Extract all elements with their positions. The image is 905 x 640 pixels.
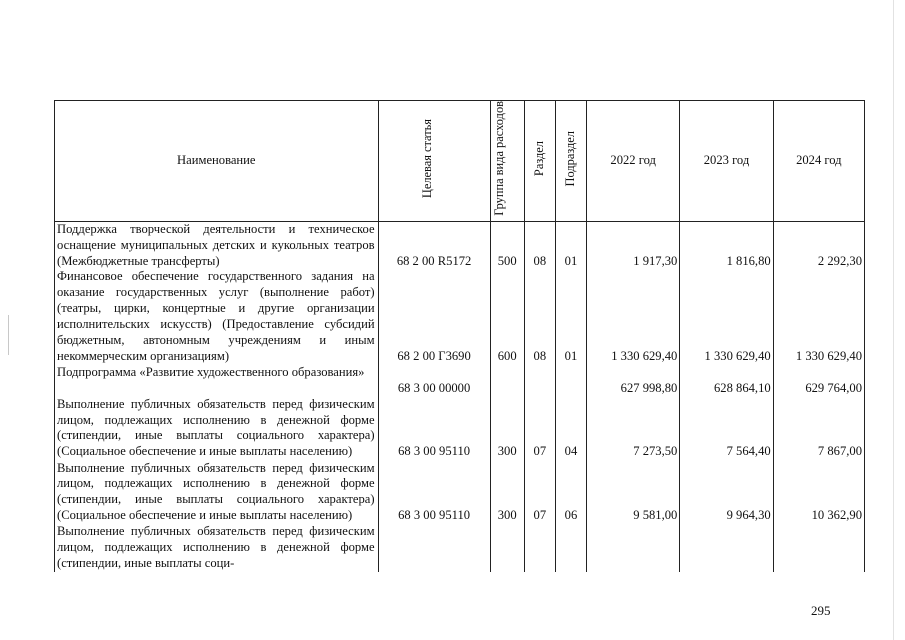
row-value-2022: 627 998,80 — [587, 365, 680, 397]
row-target — [378, 524, 490, 572]
row-value-2023: 9 964,30 — [680, 460, 773, 524]
row-name: Выполнение публичных обязательств перед физическим лицом, подлежащих исполнению в денежной форме (стипендии, иные выплаты соци- — [55, 524, 379, 572]
row-subsection: 01 — [555, 269, 586, 364]
row-value-2023: 7 564,40 — [680, 397, 773, 461]
header-expense-group: Группа вида расходов — [490, 101, 524, 222]
row-value-2023: 1 816,80 — [680, 221, 773, 269]
row-group: 300 — [490, 397, 524, 461]
row-value-2022: 9 581,00 — [587, 460, 680, 524]
row-value-2022: 7 273,50 — [587, 397, 680, 461]
row-section: 07 — [524, 460, 555, 524]
row-value-2022: 1 917,30 — [587, 221, 680, 269]
header-section: Раздел — [524, 101, 555, 222]
header-target-article: Целевая статья — [378, 101, 490, 222]
table-row — [55, 460, 865, 524]
row-value-2022: 1 330 629,40 — [587, 269, 680, 364]
row-subsection: 04 — [555, 397, 586, 461]
row-name: Выполнение публичных обязательств перед физическим лицом, подлежащих исполнению в денежной форме (стипендии, иные выплаты социального характера) (Социальное обеспечение и иные выплаты населению) — [55, 460, 379, 524]
row-section — [524, 524, 555, 572]
row-value-2023 — [680, 524, 773, 572]
row-group: 600 — [490, 269, 524, 364]
row-value-2024: 2 292,30 — [773, 221, 864, 269]
header-row — [55, 101, 865, 222]
row-name: Финансовое обеспечение государственного задания на оказание государственных услуг (выполнение работ) (театры, цирки, концертные и другие организации исполнительских искусств) (Предоставление субсидий бюджетным, автономным учреждениям и иным некоммерческим организациям) — [55, 269, 379, 364]
row-target: 68 3 00 95110 — [378, 460, 490, 524]
row-section: 07 — [524, 397, 555, 461]
row-section — [524, 365, 555, 397]
row-name: Подпрограмма «Развитие художественного образования» — [55, 365, 379, 397]
scan-artifact — [8, 315, 9, 355]
row-group: 300 — [490, 460, 524, 524]
table-row — [55, 221, 865, 269]
budget-table-container — [54, 100, 865, 572]
row-value-2024: 10 362,90 — [773, 460, 864, 524]
row-group — [490, 524, 524, 572]
row-subsection — [555, 524, 586, 572]
row-name: Выполнение публичных обязательств перед физическим лицом, подлежащих исполнению в денежной форме (стипендии, иные выплаты социального характера) (Социальное обеспечение и иные выплаты населению) — [55, 397, 379, 461]
row-section: 08 — [524, 269, 555, 364]
row-subsection: 06 — [555, 460, 586, 524]
row-group: 500 — [490, 221, 524, 269]
table-row — [55, 365, 865, 397]
budget-table — [54, 100, 865, 572]
row-name: Поддержка творческой деятельности и техническое оснащение муниципальных детских и кукольных театров (Межбюджетные трансферты) — [55, 221, 379, 269]
table-row — [55, 397, 865, 461]
header-name: Наименование — [55, 101, 379, 222]
table-row — [55, 269, 865, 364]
row-value-2024: 629 764,00 — [773, 365, 864, 397]
row-target: 68 2 00 Г3690 — [378, 269, 490, 364]
row-value-2024: 7 867,00 — [773, 397, 864, 461]
row-subsection — [555, 365, 586, 397]
row-target: 68 3 00 00000 — [378, 365, 490, 397]
header-2024: 2024 год — [773, 101, 864, 222]
row-target: 68 3 00 95110 — [378, 397, 490, 461]
row-subsection: 01 — [555, 221, 586, 269]
row-target: 68 2 00 R5172 — [378, 221, 490, 269]
row-value-2024 — [773, 524, 864, 572]
header-2022: 2022 год — [587, 101, 680, 222]
row-group — [490, 365, 524, 397]
header-subsection: Подраздел — [555, 101, 586, 222]
header-2023: 2023 год — [680, 101, 773, 222]
scan-artifact — [893, 0, 894, 640]
row-value-2022 — [587, 524, 680, 572]
page-number: 295 — [811, 603, 831, 618]
row-value-2023: 628 864,10 — [680, 365, 773, 397]
table-row — [55, 524, 865, 572]
row-value-2024: 1 330 629,40 — [773, 269, 864, 364]
row-section: 08 — [524, 221, 555, 269]
row-value-2023: 1 330 629,40 — [680, 269, 773, 364]
